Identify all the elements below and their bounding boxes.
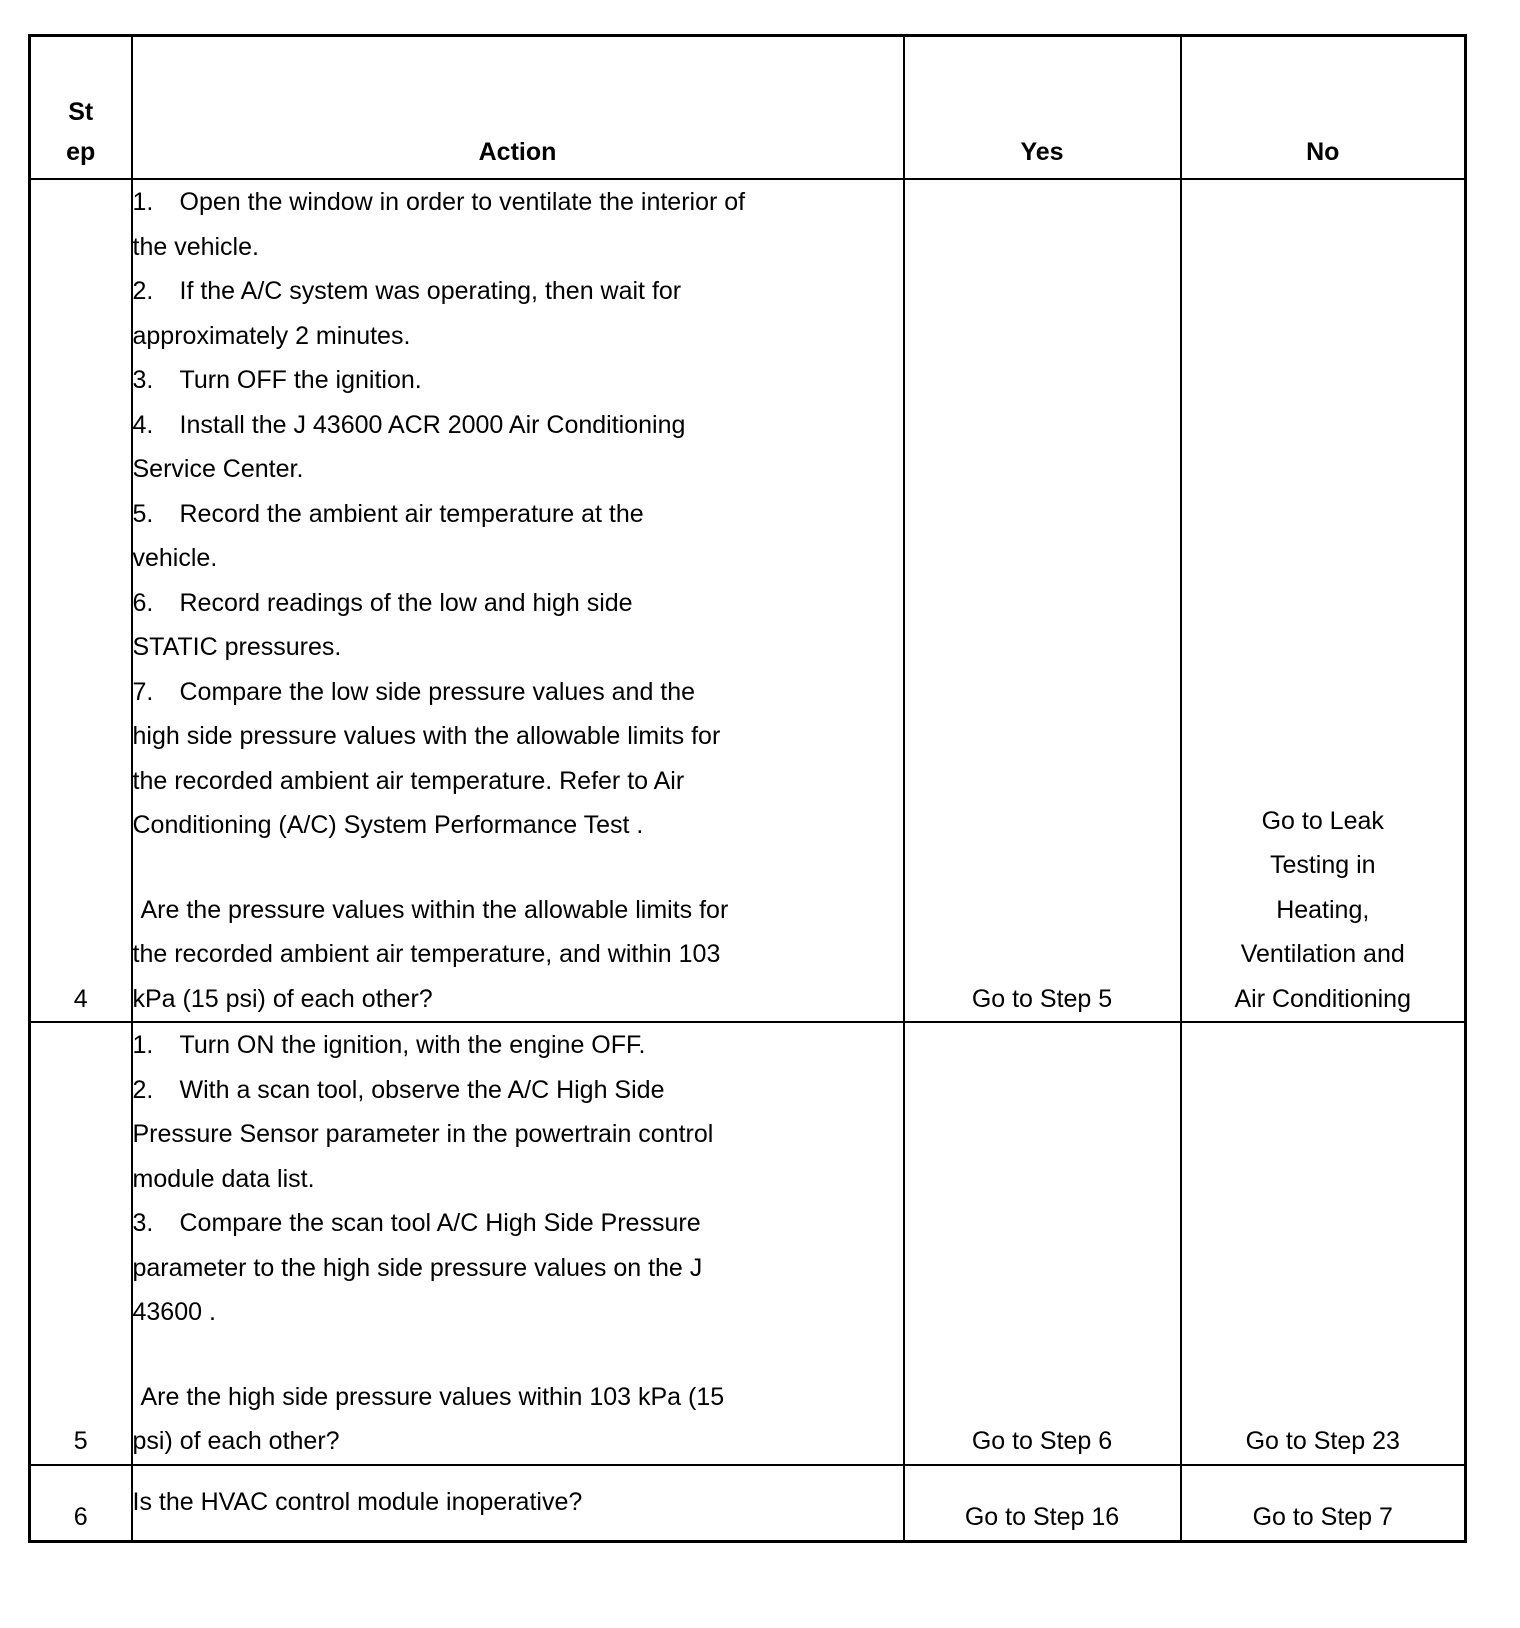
action-line: 4. Install the J 43600 ACR 2000 Air Conditioning xyxy=(132,410,686,439)
action-line: parameter to the high side pressure values on the J xyxy=(132,1253,703,1282)
action-line: Conditioning (A/C) System Performance Test . xyxy=(132,811,644,839)
question-line: Are the high side pressure values within 103 kPa (15 xyxy=(140,1382,725,1411)
action-line: 43600 . xyxy=(132,1298,216,1326)
action-line: 2. If the A/C system was operating, then wait for xyxy=(132,277,682,305)
header-step xyxy=(30,36,132,180)
action-line: Pressure Sensor parameter in the powertrain control xyxy=(132,1120,714,1148)
yes-cell: Go to Step 6 xyxy=(904,1022,1181,1465)
action-line: 3. Compare the scan tool A/C High Side Pressure xyxy=(132,1209,701,1237)
header-yes: Yes xyxy=(904,36,1181,180)
yes-cell: Go to Step 5 xyxy=(904,179,1181,1022)
action-line: 6. Record readings of the low and high side xyxy=(132,588,633,617)
action-line: 2. With a scan tool, observe the A/C High Side xyxy=(132,1075,665,1104)
step-number: 5 xyxy=(30,1022,132,1465)
action-line: 7. Compare the low side pressure values and the xyxy=(132,677,696,706)
step-number: 4 xyxy=(30,179,132,1022)
action-line: module data list. xyxy=(132,1164,315,1193)
action-cell: Is the HVAC control module inoperative? xyxy=(132,1465,904,1542)
no-line: Testing in xyxy=(1269,851,1376,879)
header-step-line2: ep xyxy=(66,138,96,166)
action-line: 3. Turn OFF the ignition. xyxy=(132,366,422,394)
action-line: high side pressure values with the allowable limits for xyxy=(132,722,721,750)
question-line: kPa (15 psi) of each other? xyxy=(132,984,433,1013)
header-action: Action xyxy=(132,36,904,180)
no-line: Air Conditioning xyxy=(1234,984,1411,1013)
question-line: Are the pressure values within the allowable limits for xyxy=(140,895,729,924)
no-cell xyxy=(1181,179,1466,1022)
header-no: No xyxy=(1181,36,1466,180)
action-line: the recorded ambient air temperature. Refer to Air xyxy=(132,766,685,795)
no-line: Ventilation and xyxy=(1240,940,1405,968)
question-line: the recorded ambient air temperature, and within 103 xyxy=(132,940,721,968)
yes-cell: Go to Step 16 xyxy=(904,1465,1181,1542)
action-line: 1. Turn ON the ignition, with the engine OFF. xyxy=(132,1031,646,1059)
header-row xyxy=(30,36,1466,180)
action-line: 1. Open the window in order to ventilate the interior of xyxy=(132,188,746,216)
no-line: Heating, xyxy=(1276,895,1370,924)
table-row-step-4 xyxy=(30,179,1466,1022)
action-cell xyxy=(132,1022,904,1465)
action-line: 5. Record the ambient air temperature at the xyxy=(132,499,644,528)
table-row-step-6 xyxy=(30,1465,1466,1542)
no-cell: Go to Step 23 xyxy=(1181,1022,1466,1465)
no-line: Go to Leak xyxy=(1261,806,1384,835)
action-cell xyxy=(132,179,904,1022)
step-number: 6 xyxy=(30,1465,132,1542)
table-row-step-5 xyxy=(30,1022,1466,1465)
header-step-line1: St xyxy=(68,98,94,126)
action-line: STATIC pressures. xyxy=(132,633,342,661)
no-cell: Go to Step 7 xyxy=(1181,1465,1466,1542)
question-line: psi) of each other? xyxy=(132,1427,340,1455)
diagnostic-table xyxy=(28,34,1467,1543)
action-line: Service Center. xyxy=(132,455,304,483)
action-line: the vehicle. xyxy=(132,232,259,261)
action-line: approximately 2 minutes. xyxy=(132,321,411,350)
action-line: vehicle. xyxy=(132,544,218,572)
